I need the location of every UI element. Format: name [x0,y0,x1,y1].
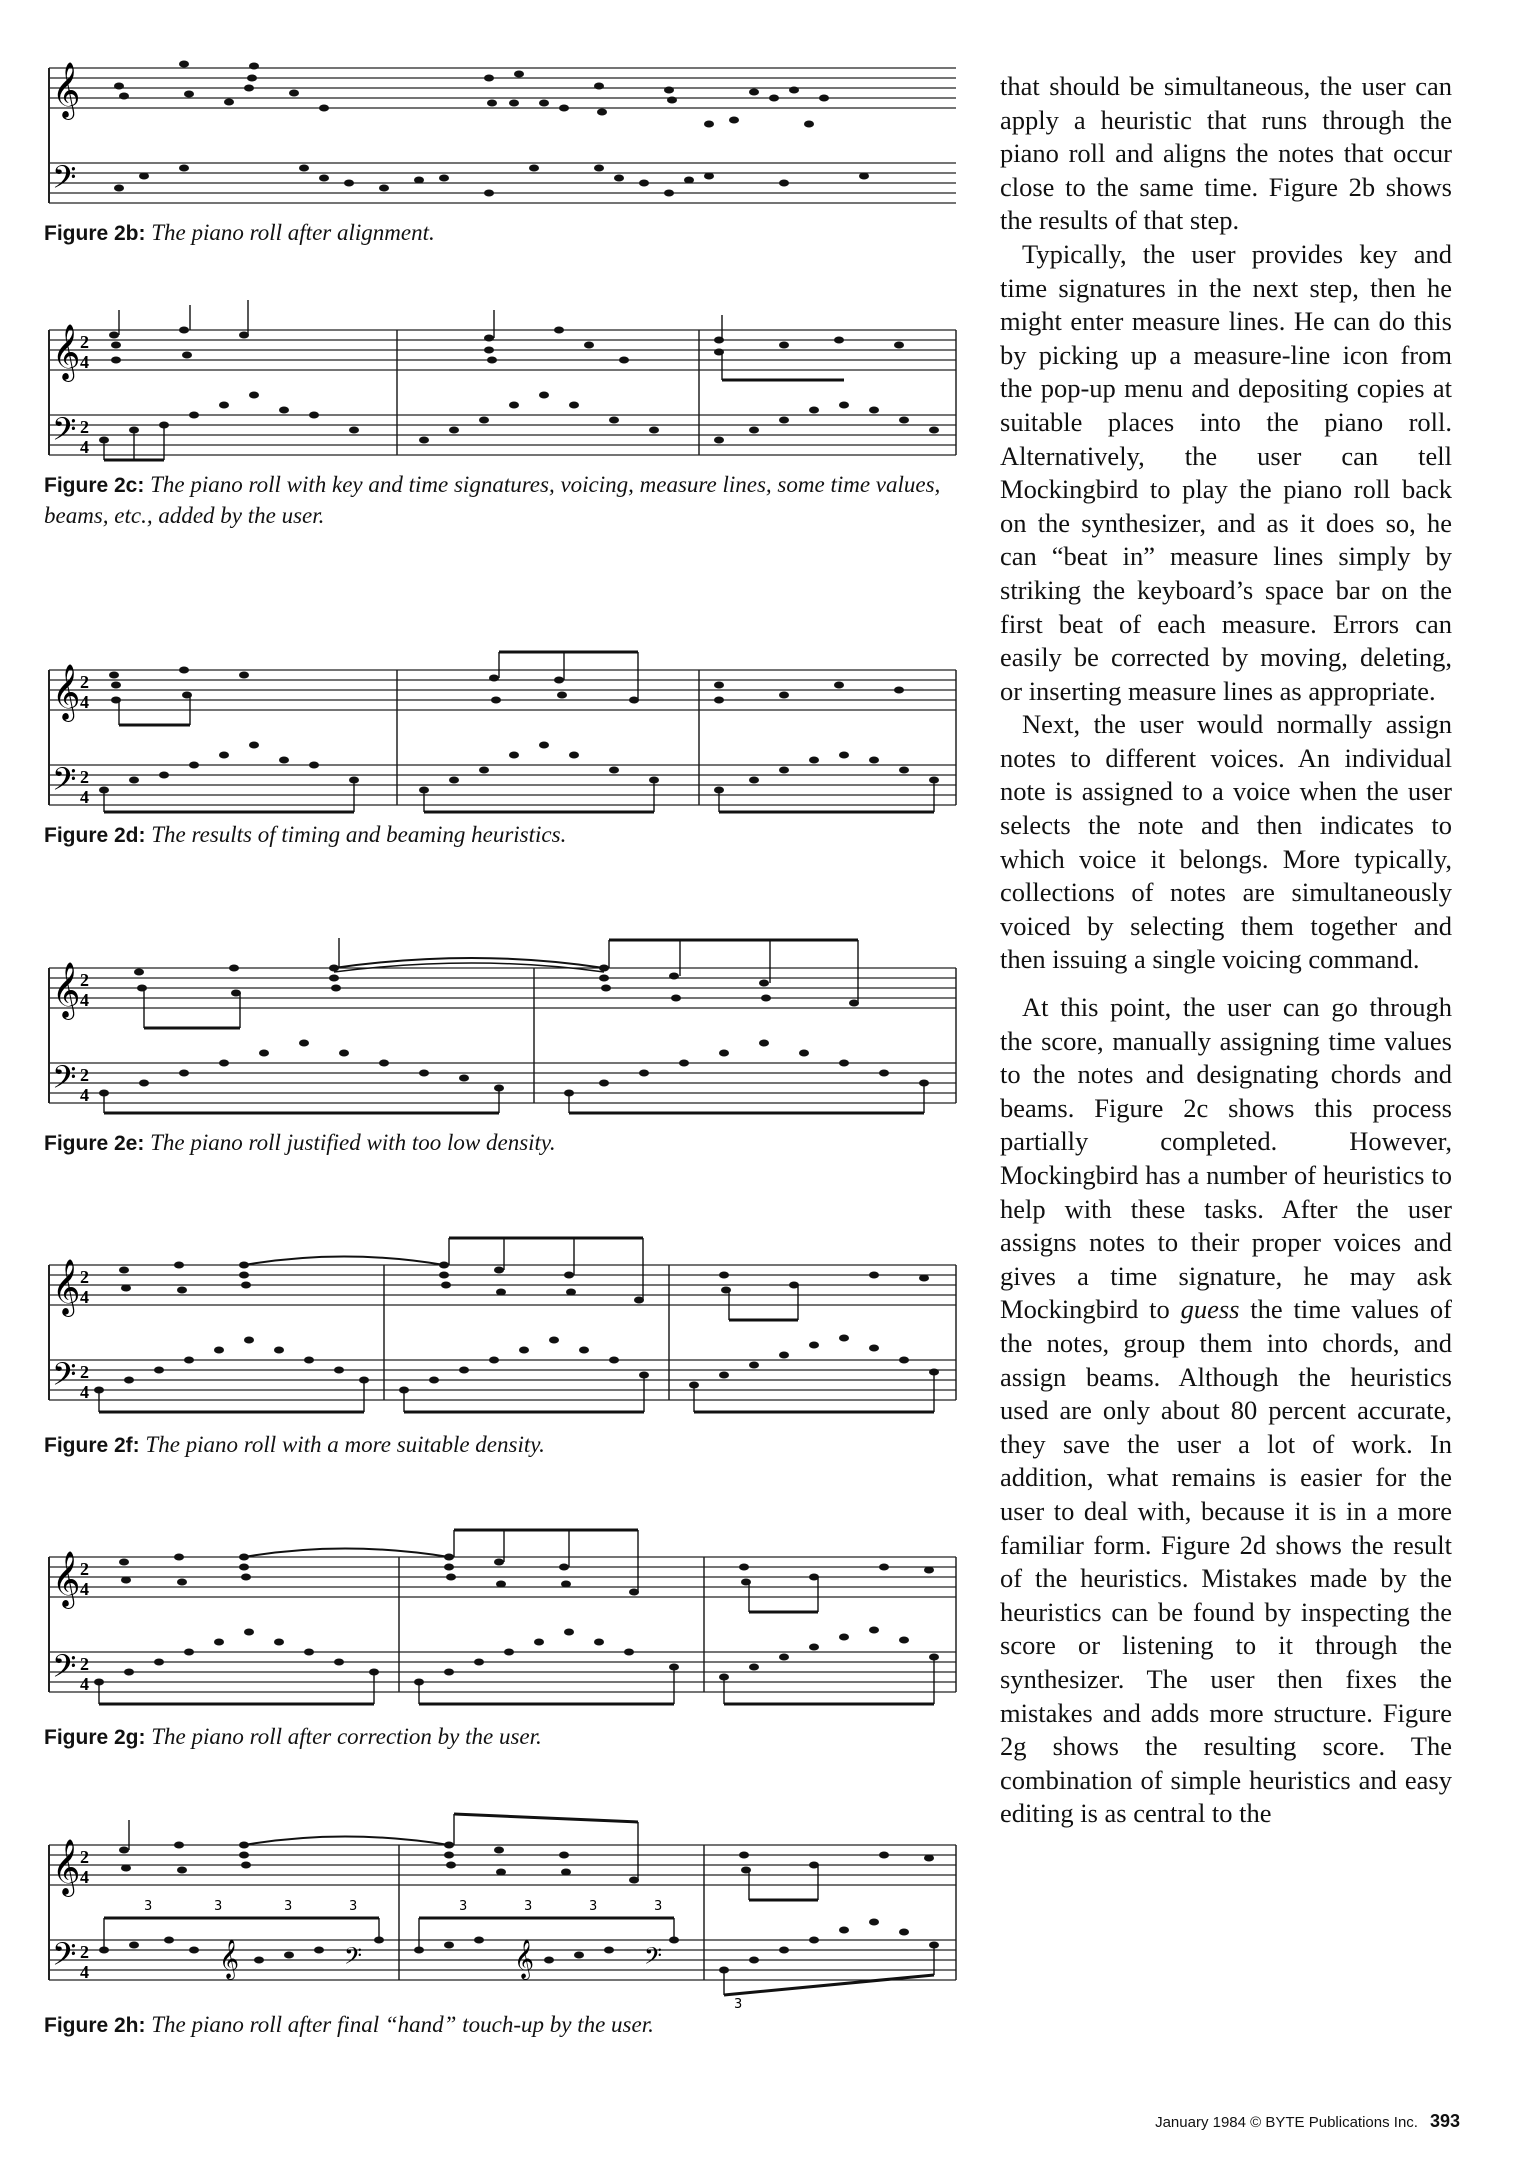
svg-text:𝄞: 𝄞 [219,1939,240,1979]
paragraph: Next, the user would normally assign notes to different voices. An individual note is assigned to a voice when the user selects the note and then indicates to which voice it belongs. More typically, collections of notes are simultaneously voiced by selecting them together and then issuing a single voicing command. [1000,709,1452,975]
figure-caption [44,218,974,249]
figure-caption [44,1722,974,1753]
score-image [44,290,964,470]
figure-caption-text: The piano roll with key and time signatures, voicing, measure lines, some time values, beams, etc., added by the user. [44,472,941,528]
svg-text:4: 4 [80,787,89,807]
svg-text:3: 3 [214,1899,223,1914]
figure-caption-text: The results of timing and beaming heuristics. [151,822,567,847]
svg-text:𝄢: 𝄢 [52,1648,77,1692]
svg-text:𝄞: 𝄞 [52,1839,81,1895]
figure-2b [44,48,974,249]
svg-text:3: 3 [654,1899,663,1914]
figure-label: Figure 2c: [44,474,145,497]
score-image [44,1220,964,1430]
figure-label: Figure 2e: [44,1132,145,1155]
figure-2c [44,290,974,531]
svg-text:𝄞: 𝄞 [52,1551,81,1607]
svg-text:2: 2 [80,1847,89,1867]
svg-text:2: 2 [80,672,89,692]
figure-caption [44,470,974,531]
svg-text:3: 3 [589,1899,598,1914]
figure-2g [44,1512,974,1753]
svg-text:2: 2 [80,1654,89,1674]
figure-label: Figure 2h: [44,2014,146,2037]
svg-text:2: 2 [80,767,89,787]
svg-text:2: 2 [80,1065,89,1085]
score-image [44,1512,964,1722]
svg-text:𝄢: 𝄢 [52,159,77,203]
figure-caption-text: The piano roll after final “hand” touch-up by the user. [151,2012,654,2037]
figure-caption [44,2010,974,2041]
score-image [44,48,964,218]
figure-label: Figure 2f: [44,1434,140,1457]
svg-text:𝄢: 𝄢 [644,1942,663,1975]
svg-text:4: 4 [80,352,89,372]
svg-text:2: 2 [80,417,89,437]
figure-2d [44,640,974,851]
score-image [44,928,964,1128]
page-number: 393 [1429,2111,1460,2131]
svg-text:4: 4 [80,990,89,1010]
paragraph-text: the time values of the notes, group them into chords, and assign beams. Although the heuristics used are only about 80 percent accurate, they save the user a lot of work. In addition, what remains is easier for the user to deal with, because it is in a more familiar form. Figure 2d shows the result of the heuristics. Mistakes made by the heuristics can be found by inspecting the score or listening to it through the synthesizer. The user then fixes the mistakes and adds more structure. Figure 2g shows the resulting score. The combination of simple heuristics and easy editing is as central to the [1000,1294,1452,1829]
paragraph-text: At this point, the user can go through the score, manually assigning time values to the notes and designating chords and beams. Figure 2c shows this process partially completed. However, Mockingbird has a number of heuristics to help with these tasks. After the user assigns notes to their proper voices and gives a time signature, he may ask Mockingbird to [1000,992,1452,1325]
svg-text:𝄢: 𝄢 [52,1936,77,1980]
svg-text:2: 2 [80,1942,89,1962]
figure-2f [44,1220,974,1461]
figure-label: Figure 2g: [44,1726,146,1749]
figure-caption-text: The piano roll justified with too low density. [150,1130,556,1155]
paragraph [1000,991,1452,1831]
svg-text:𝄢: 𝄢 [52,761,77,805]
figure-2h [44,1800,974,2041]
figure-caption [44,820,974,851]
figure-label: Figure 2d: [44,824,146,847]
figure-caption-text: The piano roll after alignment. [151,220,435,245]
figure-caption [44,1430,974,1461]
svg-text:4: 4 [80,1674,89,1694]
score-image [44,1800,964,2010]
svg-text:4: 4 [80,1085,89,1105]
svg-text:2: 2 [80,1559,89,1579]
svg-text:4: 4 [80,1962,89,1982]
paragraph: that should be simultaneous, the user can apply a heuristic that runs through the piano roll and aligns the notes that occur close to the same time. Figure 2b shows the results of that step. [1000,71,1452,236]
svg-text:2: 2 [80,332,89,352]
figure-2e [44,928,974,1159]
page-footer [1080,2111,1460,2132]
svg-text:𝄢: 𝄢 [52,1059,77,1103]
svg-text:3: 3 [284,1899,293,1914]
svg-text:3: 3 [349,1899,358,1914]
figure-caption [44,1128,974,1159]
emphasis-text: guess [1180,1294,1240,1325]
svg-text:4: 4 [80,1579,89,1599]
svg-text:4: 4 [80,1382,89,1402]
svg-text:4: 4 [80,1867,89,1887]
svg-text:3: 3 [144,1899,153,1914]
figure-label: Figure 2b: [44,222,146,245]
issue-line: January 1984 © BYTE Publications Inc. [1155,2114,1418,2131]
svg-text:3: 3 [524,1899,533,1914]
svg-text:2: 2 [80,1362,89,1382]
svg-text:4: 4 [80,437,89,457]
svg-text:2: 2 [80,1267,89,1287]
svg-text:𝄞: 𝄞 [52,324,81,380]
svg-text:𝄢: 𝄢 [52,1356,77,1400]
paragraph: Typically, the user provides key and time signatures in the next step, then he might enter measure lines. He can do this by picking up a measure-line icon from the pop-up menu and depositing copies at suitable places into the piano roll. Alternatively, the user can tell Mockingbird to play the piano roll back on the synthesizer, and as it does so, he can “beat in” measure lines simply by striking the keyboard’s space bar on the first beat of each measure. Errors can easily be corrected by moving, deleting, or inserting measure lines as appropriate. [1000,238,1452,706]
svg-text:4: 4 [80,692,89,712]
svg-text:𝄞: 𝄞 [52,1259,81,1315]
figure-caption-text: The piano roll with a more suitable density. [145,1432,545,1457]
svg-text:𝄢: 𝄢 [344,1942,363,1975]
svg-text:2: 2 [80,970,89,990]
svg-text:4: 4 [80,1287,89,1307]
svg-text:3: 3 [734,1997,743,2010]
svg-text:𝄢: 𝄢 [52,411,77,455]
svg-text:3: 3 [459,1899,468,1914]
svg-text:𝄞: 𝄞 [514,1939,535,1979]
svg-text:𝄞: 𝄞 [52,962,81,1018]
score-image [44,640,964,820]
body-text-column [1000,70,1452,1831]
svg-text:𝄞: 𝄞 [52,664,81,720]
figure-caption-text: The piano roll after correction by the user. [151,1724,542,1749]
svg-text:𝄞: 𝄞 [52,62,81,118]
